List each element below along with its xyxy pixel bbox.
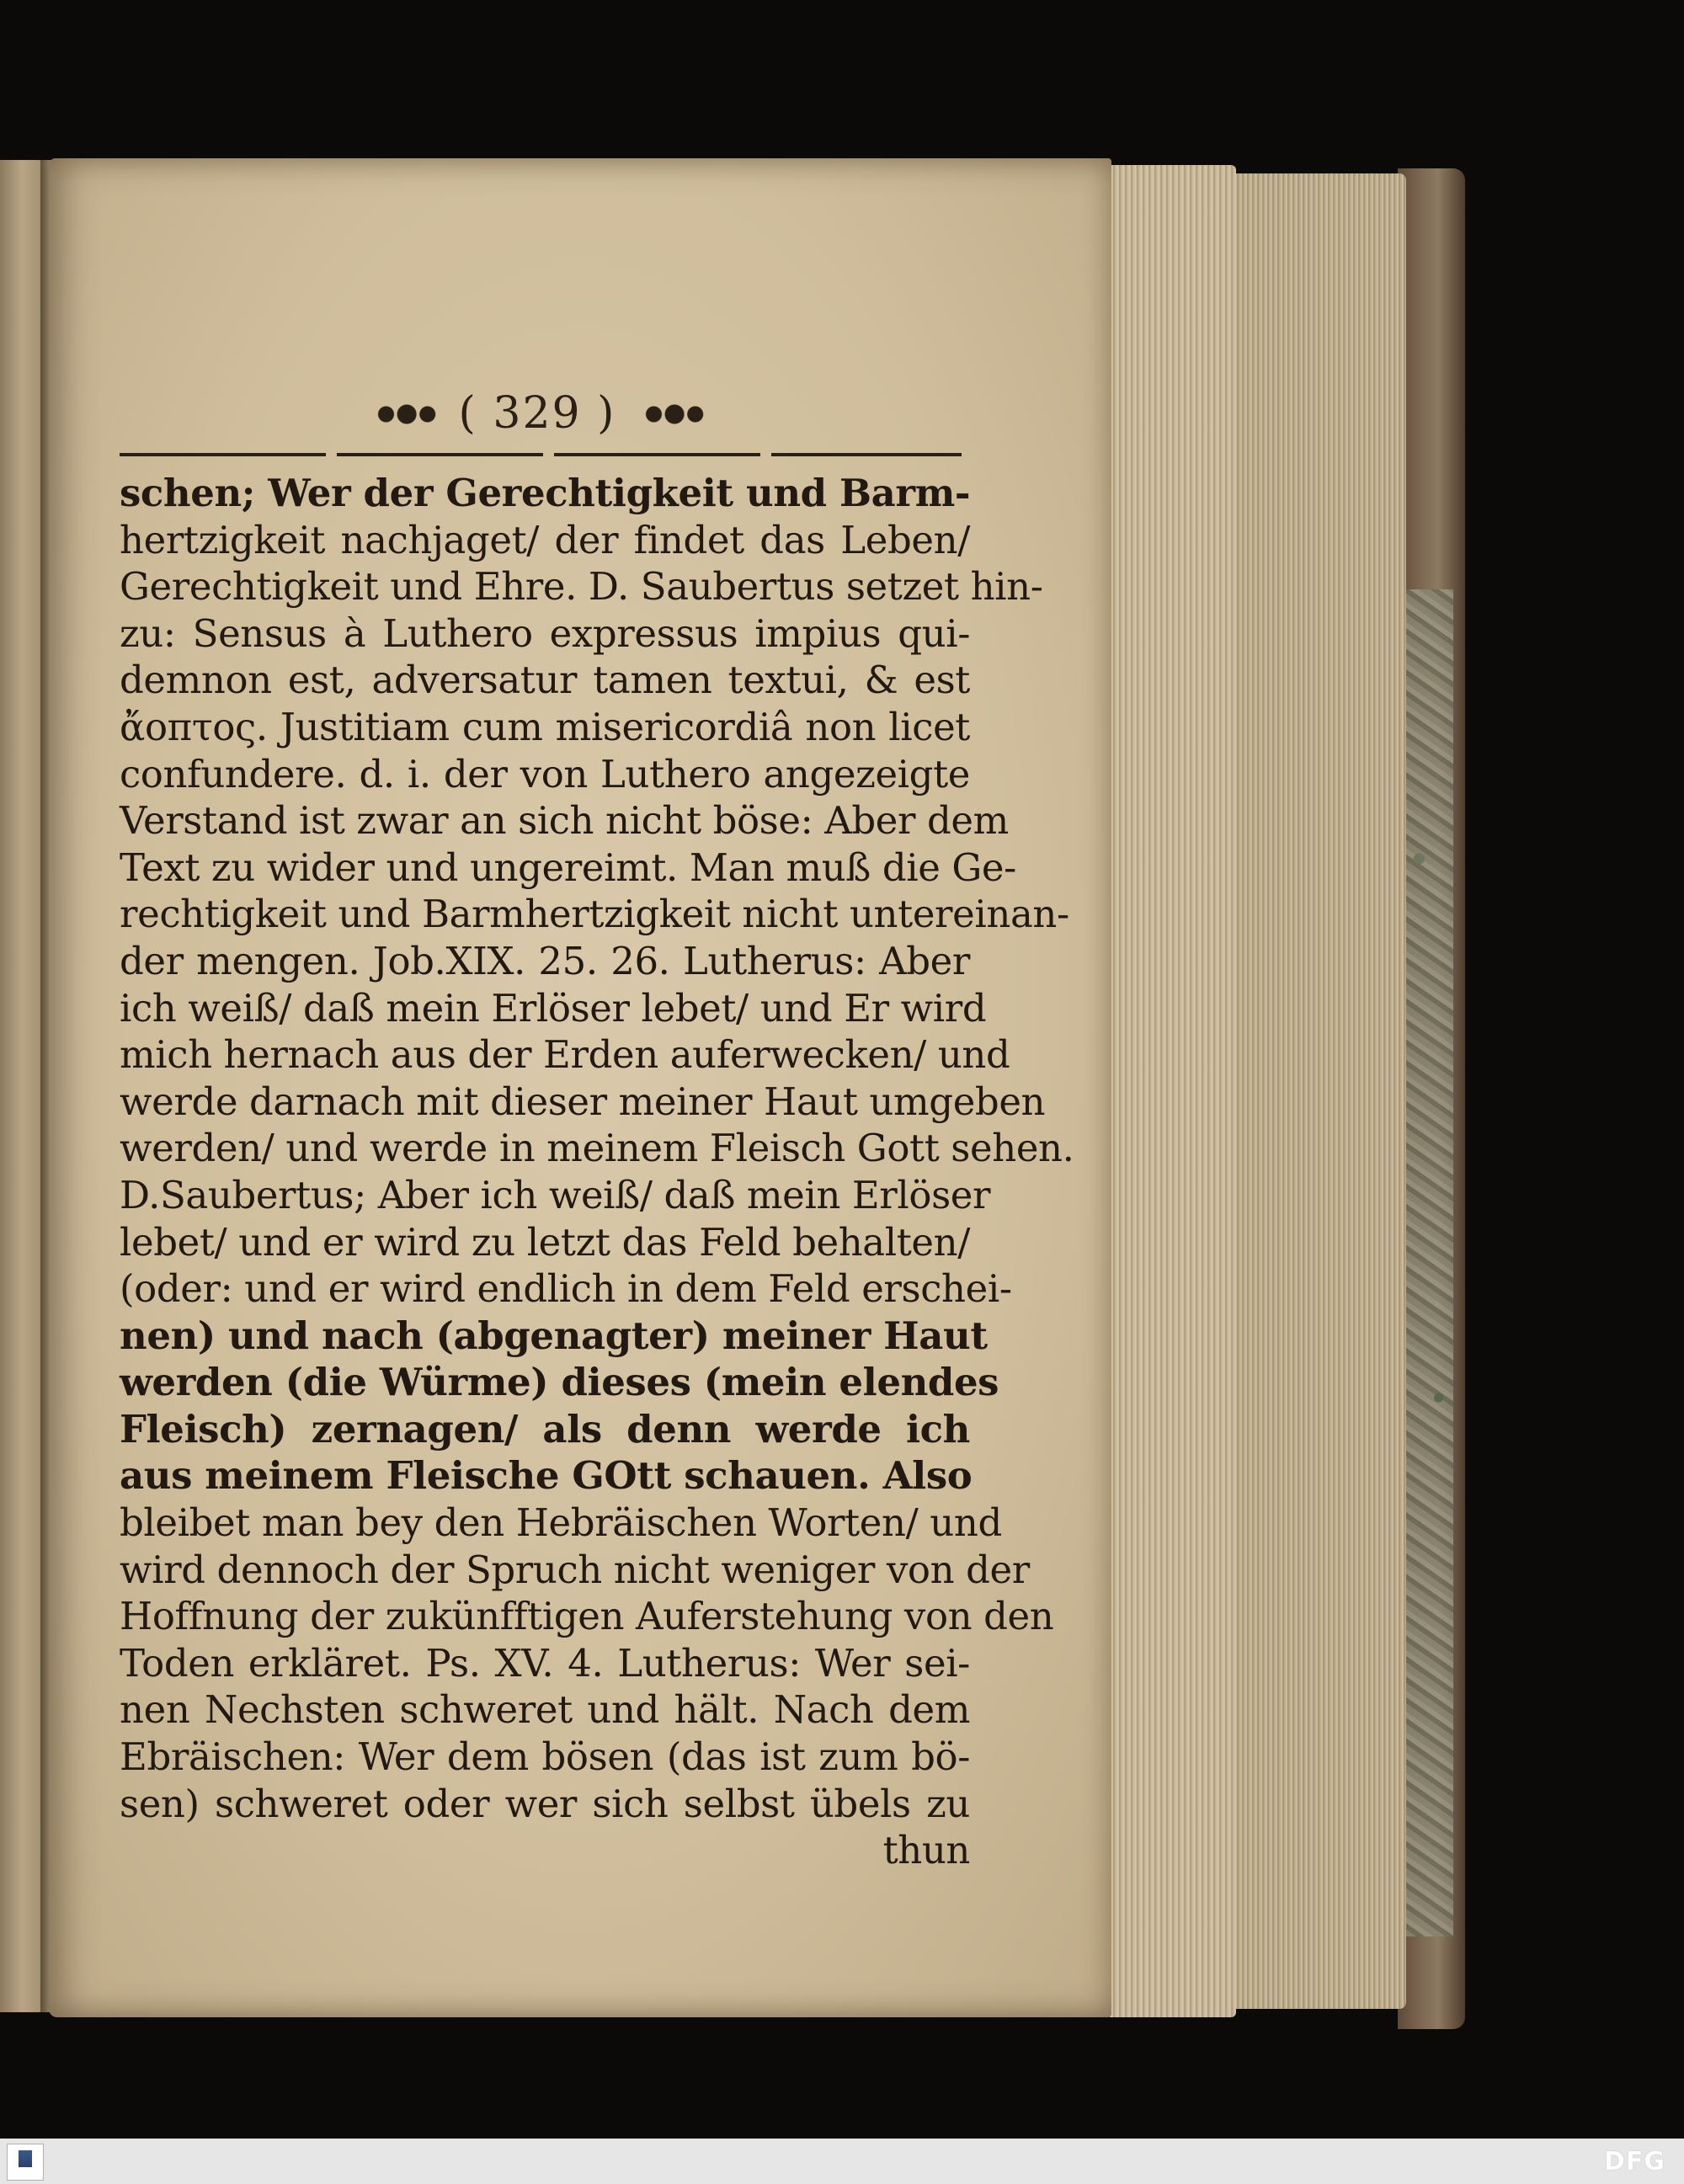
text-line: werde darnach mit dieser meiner Haut umgeben xyxy=(120,1079,1046,1124)
header-rule xyxy=(120,453,962,456)
text-line: aus meinem Fleische GOtt schauen. Also xyxy=(120,1453,973,1499)
text-line: rechtigkeit und Barmhertzigkeit nicht untereinan- xyxy=(120,892,1069,937)
text-line: nen Nechsten schweret und hält. Nach dem xyxy=(120,1687,970,1733)
text-line: ich weiß/ daß mein Erlöser lebet/ und Er wird xyxy=(120,985,987,1031)
ornament-left-icon xyxy=(369,396,438,433)
text-line: Gerechtigkeit und Ehre. D. Saubertus setzet hin- xyxy=(120,564,1043,610)
text-line: ἄοπτος. Justitiam cum misericordiâ non licet xyxy=(120,704,970,749)
text-line: nen) und nach (abgenagter) meiner Haut xyxy=(120,1313,988,1358)
text-line: werden (die Würme) dieses (mein elendes xyxy=(120,1360,999,1405)
text-line: schen; Wer der Gerechtigkeit und Barm- xyxy=(120,471,971,515)
text-line: bleibet man bey den Hebräischen Worten/ und xyxy=(120,1500,1002,1546)
text-line: D.Saubertus; Aber ich weiß/ daß mein Erlöser xyxy=(120,1172,991,1217)
text-line: Fleisch) zernagen/ als denn werde ich xyxy=(120,1406,970,1452)
page-block-edges xyxy=(1110,165,1236,2017)
ornament-right-icon xyxy=(637,396,706,433)
text-line: lebet/ und er wird zu letzt das Feld behalten/ xyxy=(120,1219,970,1265)
text-line: Text zu wider und ungereimt. Man muß die Ge- xyxy=(120,844,1016,890)
dfg-logo[interactable]: DFG xyxy=(1603,2147,1665,2176)
marbled-cover-pattern xyxy=(1404,589,1453,1936)
text-line: der mengen. Job.XIX. 25. 26. Lutherus: Aber xyxy=(120,938,970,983)
viewer-footer xyxy=(0,2139,1684,2184)
library-logo-icon[interactable] xyxy=(7,2144,44,2181)
text-line: sen) schweret oder wer sich selbst übels zu xyxy=(120,1781,970,1826)
text-line: Verstand ist zwar an sich nicht böse: Aber dem xyxy=(120,798,1009,844)
text-line: (oder: und er wird endlich in dem Feld erschei- xyxy=(120,1266,1012,1312)
text-line: demnon est, adversatur tamen textui, & est xyxy=(120,658,970,703)
text-line: Toden erkläret. Ps. XV. 4. Lutherus: Wer sei- xyxy=(120,1640,970,1686)
page-text xyxy=(120,470,1074,1874)
page-number: ( 329 ) xyxy=(458,388,616,439)
previous-page-edge xyxy=(0,160,44,2012)
text-line: Hoffnung der zukünfftigen Auferstehung von den xyxy=(120,1594,1054,1639)
text-line: confundere. d. i. der von Luthero angezeigte xyxy=(120,751,970,796)
page-header xyxy=(369,384,706,443)
text-line: hertzigkeit nachjaget/ der findet das Leben/ xyxy=(120,517,970,562)
text-line: zu: Sensus à Luthero expressus impius qui- xyxy=(120,610,970,656)
page-block-edges-back xyxy=(1229,173,1406,2009)
text-line: werden/ und werde in meinem Fleisch Gott sehen. xyxy=(120,1126,1074,1171)
text-line: Ebräischen: Wer dem bösen (das ist zum bö- xyxy=(120,1734,970,1780)
book-page xyxy=(49,158,1111,2017)
catchword: thun xyxy=(882,1828,970,1873)
text-line: wird dennoch der Spruch nicht weniger von der xyxy=(120,1547,1030,1592)
text-line: mich hernach aus der Erden auferwecken/ und xyxy=(120,1032,1010,1078)
